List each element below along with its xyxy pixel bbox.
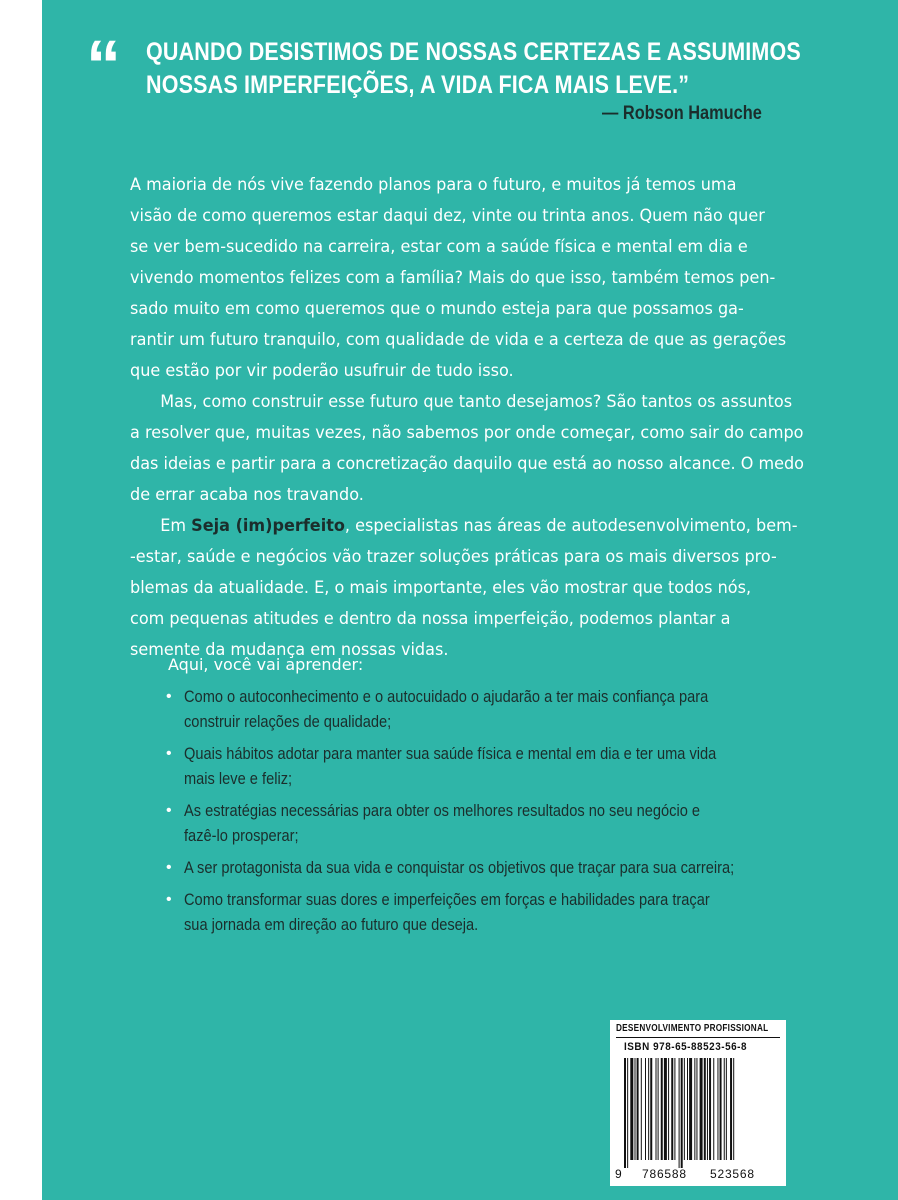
barcode-bar <box>630 1058 633 1160</box>
list-item-line-1: Quais hábitos adotar para manter sua saúde física e mental em dia e ter uma vida <box>184 744 717 763</box>
p3-line-1 <box>130 511 798 542</box>
barcode-bar <box>713 1058 714 1160</box>
learning-list <box>130 684 830 937</box>
barcode-bar <box>656 1058 657 1160</box>
p3-first-rest: , especialistas nas áreas de autodesenvolvimento, bem- <box>344 516 798 536</box>
book-title: Seja (im)perfeito <box>191 516 345 536</box>
p3-line-5: semente da mudança em nossas vidas. <box>130 640 449 660</box>
barcode-bar <box>726 1058 727 1160</box>
isbn-number: ISBN 978-65-88523-56-8 <box>624 1041 748 1053</box>
synopsis <box>130 170 805 666</box>
barcode-bar <box>700 1058 703 1160</box>
p3-line-4: com pequenas atitudes e dentro da nossa imperfeição, podemos plantar a <box>130 609 731 629</box>
barcode-bar <box>679 1058 680 1168</box>
barcode-bar <box>730 1058 732 1160</box>
bullet-icon: • <box>166 688 172 705</box>
barcode-bar <box>674 1058 675 1160</box>
epigraph-quote <box>146 36 801 102</box>
list-item <box>130 855 830 880</box>
barcode-bar <box>648 1058 649 1160</box>
list-item <box>130 684 830 734</box>
list-item-line-2: sua jornada em direção ao futuro que deseja. <box>184 915 479 934</box>
barcode-bar <box>696 1058 697 1160</box>
p2-line-2: a resolver que, muitas vezes, não sabemos por onde começar, como sair do campo <box>130 423 804 443</box>
list-item <box>130 887 830 937</box>
barcode-bar <box>681 1058 683 1168</box>
bullet-icon: • <box>166 891 172 908</box>
list-item-line-2: fazê-lo prosperar; <box>184 826 299 845</box>
barcode-bars <box>624 1058 774 1168</box>
list-item <box>130 798 830 848</box>
barcode-bar <box>635 1058 636 1160</box>
barcode-bar <box>624 1058 626 1168</box>
barcode-bar <box>645 1058 646 1160</box>
p2-line-3: das ideias e partir para a concretização daquilo que está ao nosso alcance. O medo <box>130 454 805 474</box>
barcode-bar <box>641 1058 642 1160</box>
p1-line-7: que estão por vir poderão usufruir de tudo isso. <box>130 361 514 381</box>
p1-line-4: vivendo momentos felizes com a família? Mais do que isso, também temos pen- <box>130 268 776 288</box>
barcode-bar <box>664 1058 667 1160</box>
barcode-bar <box>689 1058 692 1160</box>
bullet-icon: • <box>166 745 172 762</box>
p3-line-2: -estar, saúde e negócios vão trazer soluções práticas para os mais diversos pro- <box>130 547 777 567</box>
barcode-divider <box>616 1037 780 1038</box>
list-item-line-1: Como transformar suas dores e imperfeições em forças e habilidades para traçar <box>184 890 710 909</box>
barcode-digits-right: 523568 <box>710 1167 755 1181</box>
p1-line-5: sado muito em como queremos que o mundo esteja para que possamos ga- <box>130 299 744 319</box>
barcode-bar <box>650 1058 652 1160</box>
learning-intro: Aqui, você vai aprender: <box>168 655 364 674</box>
p1-line-6: rantir um futuro tranquilo, com qualidade de vida e a certeza de que as gerações <box>130 330 787 350</box>
list-item <box>130 741 830 791</box>
list-item-line-2: construir relações de qualidade; <box>184 712 392 731</box>
learning-list-section <box>130 650 830 944</box>
open-quote-mark: “ <box>86 26 117 104</box>
quote-line-1: QUANDO DESISTIMOS DE NOSSAS CERTEZAS E ASSUMIMOS <box>146 38 801 66</box>
back-cover <box>42 0 898 1200</box>
barcode-digits-left: 786588 <box>642 1167 687 1181</box>
bullet-icon: • <box>166 802 172 819</box>
bullet-icon: • <box>166 859 172 876</box>
list-item-line-1: Como o autoconhecimento e o autocuidado o ajudarão a ter mais confiança para <box>184 687 709 706</box>
barcode-bar <box>627 1058 628 1168</box>
barcode-bar <box>671 1058 673 1160</box>
barcode-bar <box>733 1058 734 1160</box>
barcode-bar <box>717 1058 718 1160</box>
barcode-bar <box>658 1058 659 1160</box>
barcode-bar <box>637 1058 639 1160</box>
barcode-category: DESENVOLVIMENTO PROFISSIONAL <box>616 1023 769 1034</box>
barcode-bar <box>668 1058 669 1160</box>
barcode-bar <box>724 1058 725 1160</box>
barcode-bar <box>661 1058 663 1160</box>
isbn-barcode-label <box>610 1020 786 1186</box>
list-item-line-1: A ser protagonista da sua vida e conquistar os objetivos que traçar para sua carreira; <box>184 858 735 877</box>
barcode-bar <box>709 1058 711 1160</box>
barcode-bar <box>687 1058 688 1160</box>
barcode-bar <box>704 1058 706 1160</box>
p2-line-4: de errar acaba nos travando. <box>130 485 364 505</box>
list-item-line-1: As estratégias necessárias para obter os melhores resultados no seu negócio e <box>184 801 701 820</box>
barcode-bar <box>694 1058 695 1160</box>
p3-prefix: Em <box>160 516 192 536</box>
p1-line-3: se ver bem-sucedido na carreira, estar com a saúde física e mental em dia e <box>130 237 748 257</box>
barcode-digit-first: 9 <box>615 1167 623 1181</box>
p1-line-2: visão de como queremos estar daqui dez, vinte ou trinta anos. Quem não quer <box>130 206 765 226</box>
quote-line-2: NOSSAS IMPERFEIÇÕES, A VIDA FICA MAIS LEVE.” <box>146 71 690 99</box>
barcode-bar <box>707 1058 708 1160</box>
quote-author: — Robson Hamuche <box>602 103 762 124</box>
list-item-line-2: mais leve e feliz; <box>184 769 293 788</box>
barcode-bar <box>684 1058 685 1160</box>
barcode-bar <box>720 1058 722 1160</box>
p3-line-3: blemas da atualidade. E, o mais importante, eles vão mostrar que todos nós, <box>130 578 752 598</box>
p2-line-1: Mas, como construir esse futuro que tanto desejamos? São tantos os assuntos <box>160 392 793 412</box>
p1-line-1: A maioria de nós vive fazendo planos para o futuro, e muitos já temos uma <box>130 175 737 195</box>
